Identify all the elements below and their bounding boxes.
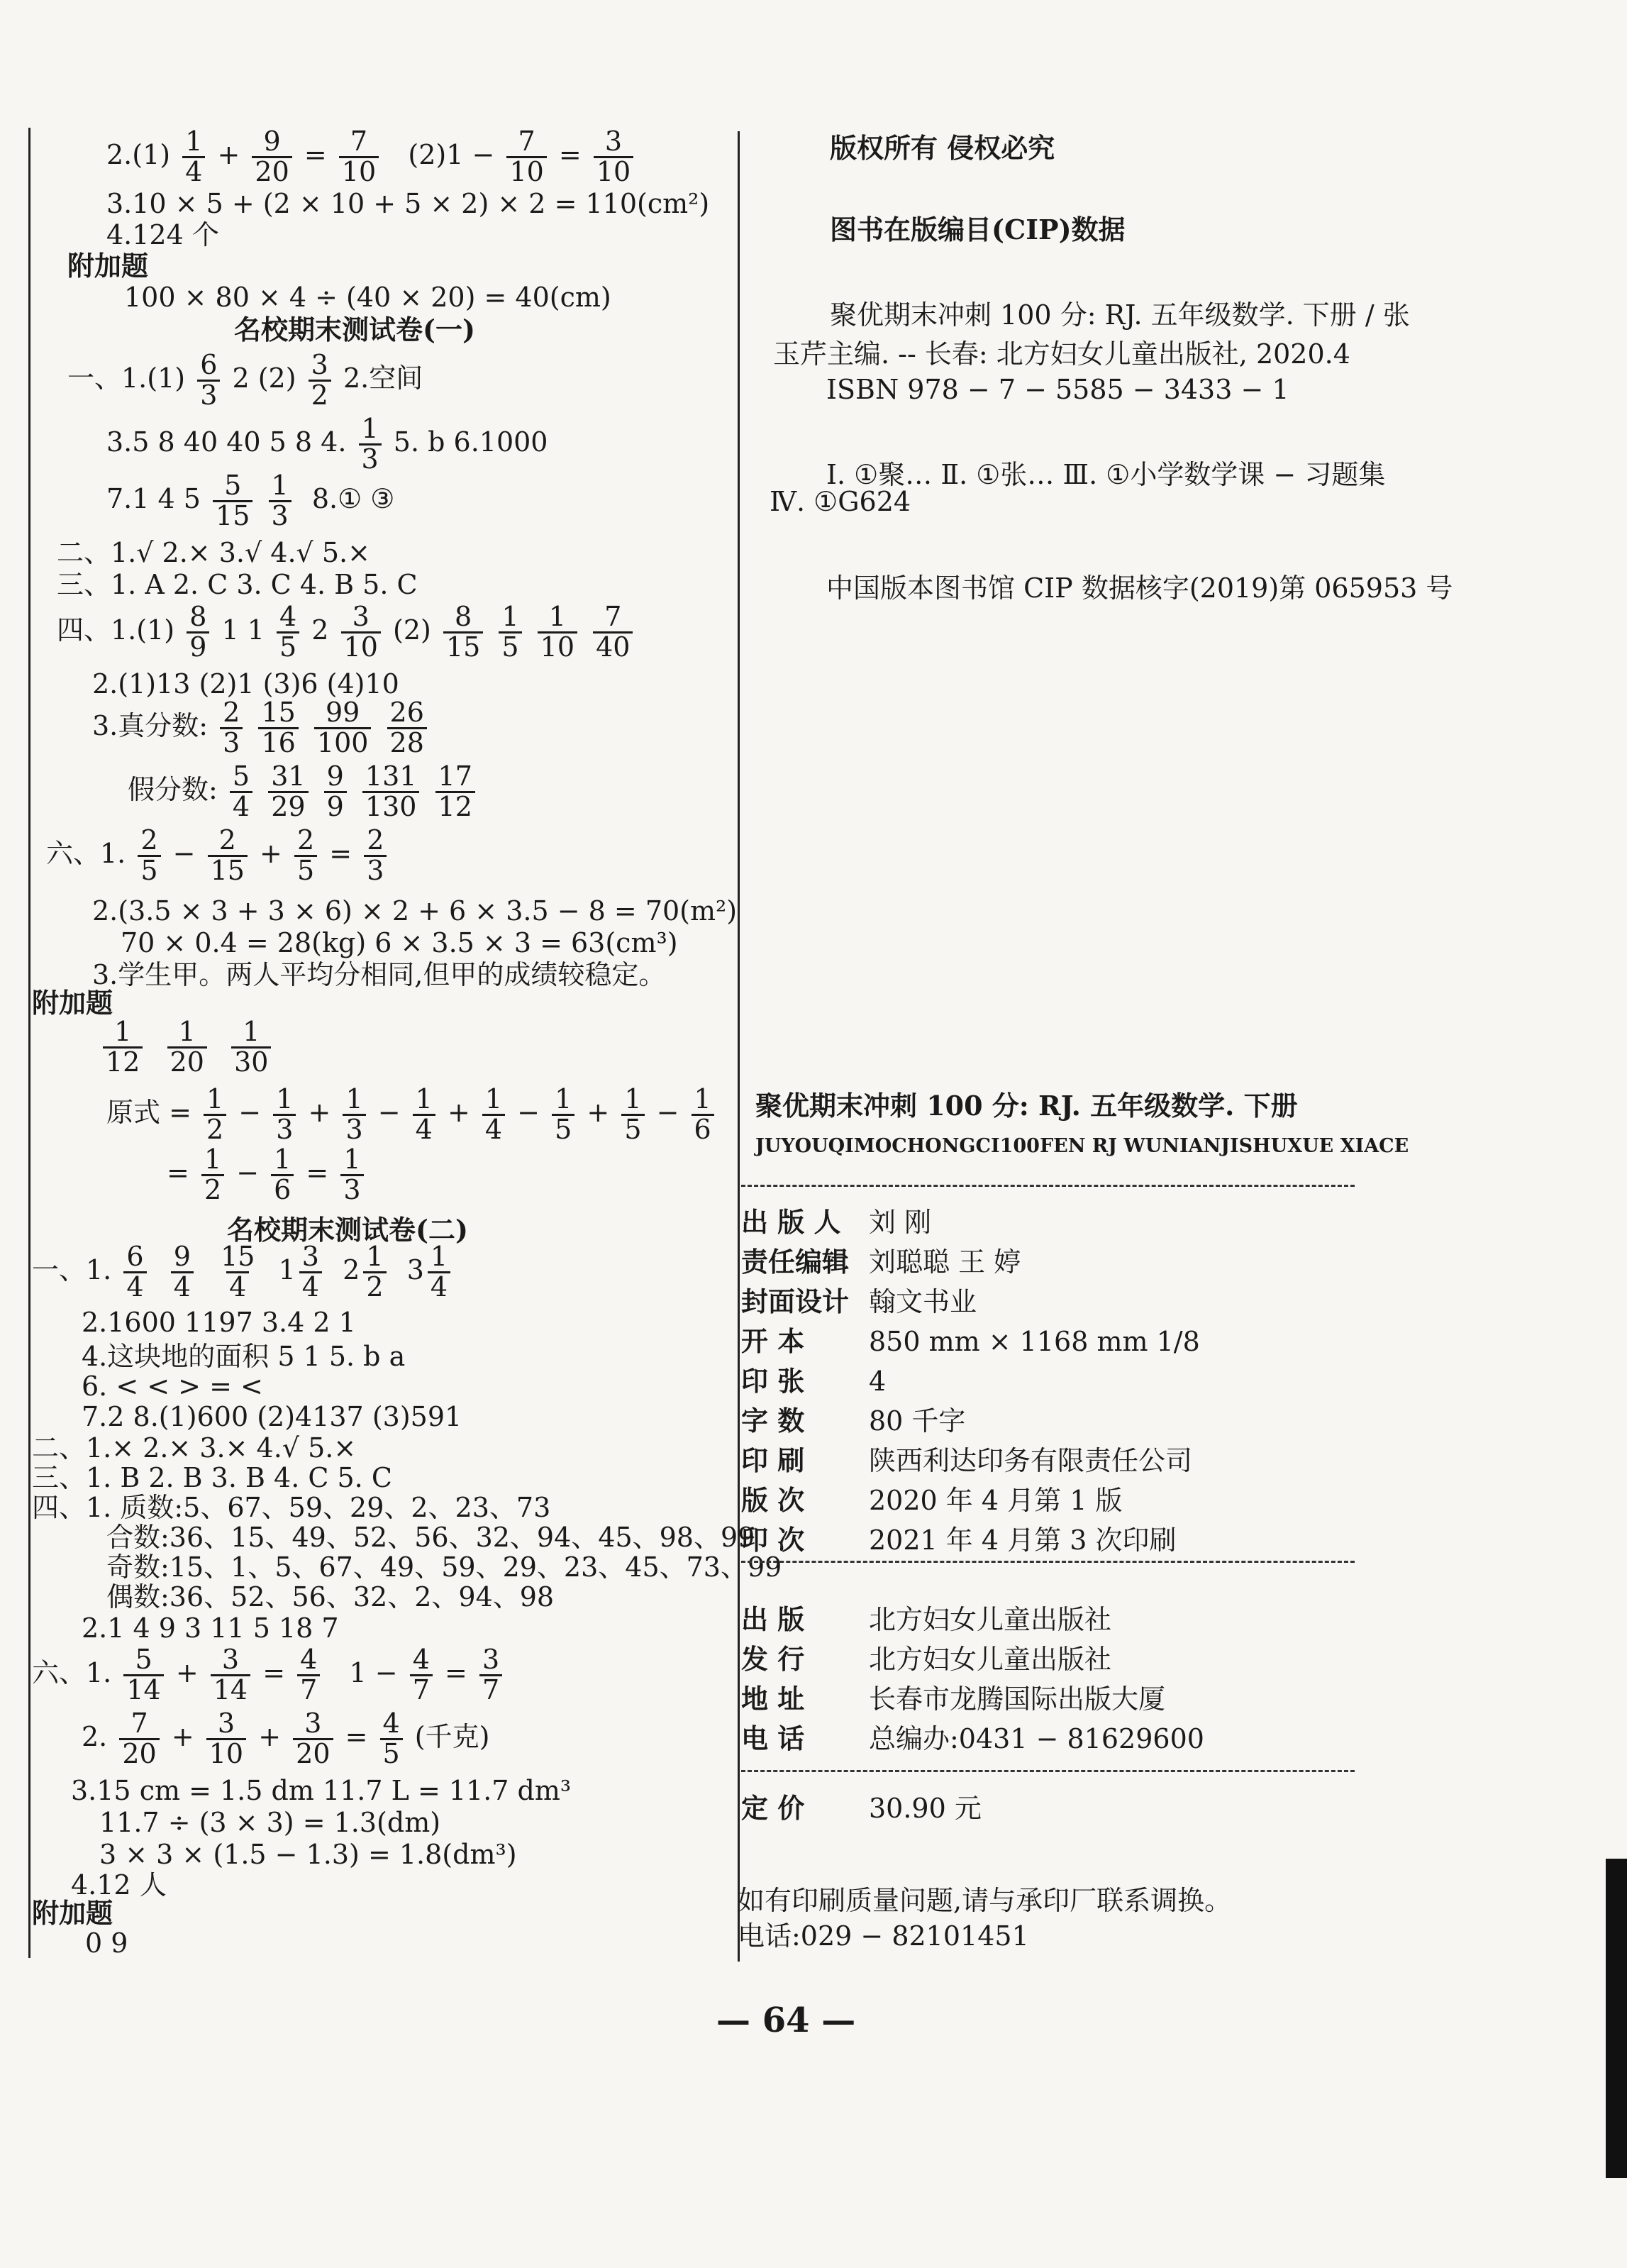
answer-line: $\frac{1}{12}$ $\frac{1}{20}$ $\frac{1}{30}$ xyxy=(99,1018,274,1077)
answer-line: 奇数:15、1、5、67、49、59、29、23、45、73、99 xyxy=(106,1551,782,1583)
info-label: 发 行 xyxy=(741,1643,805,1675)
answer-line: 3.5 8 40 40 5 8 4. $\frac{1}{3}$ 5. b 6.1000 xyxy=(106,413,548,475)
info-value: 翰文书业 xyxy=(869,1286,977,1317)
info-row xyxy=(741,1679,1204,1719)
answer-line: 2.(1) $\frac{1}{4}$ + $\frac{9}{20}$ = $\frac{7}{10}$ (2)1 − $\frac{7}{10}$ = $\frac{3}{10}$ xyxy=(106,128,637,187)
dashed-divider xyxy=(741,1770,1355,1772)
cip-line: 聚优期末冲刺 100 分: RJ. 五年级数学. 下册 / 张 xyxy=(830,299,1410,331)
left-margin-line xyxy=(28,128,30,1958)
info-row xyxy=(741,1441,1200,1481)
page-edge-shadow xyxy=(1606,1859,1627,2178)
answer-line: 3.10 × 5 + (2 × 10 + 5 × 2) × 2 = 110(cm²) xyxy=(106,188,710,219)
info-label: 出 版 xyxy=(741,1603,805,1635)
exam-title: 名校期末测试卷(二) xyxy=(227,1214,468,1246)
exam-title: 名校期末测试卷(一) xyxy=(234,314,475,345)
answer-line: 2.(1)13 (2)1 (3)6 (4)10 xyxy=(92,668,399,699)
answer-line: 六、1. $\frac{2}{5}$ − $\frac{2}{15}$ + $\frac{2}{5}$ = $\frac{2}{3}$ xyxy=(46,826,390,885)
info-value: 4 xyxy=(869,1366,887,1397)
info-value: 刘聪聪 王 婷 xyxy=(869,1246,1021,1278)
answer-line: 4.124 个 xyxy=(106,219,219,250)
price-label: 定 价 xyxy=(741,1792,805,1824)
quality-phone: 电话:029 − 82101451 xyxy=(738,1920,1029,1952)
answer-line: 70 × 0.4 = 28(kg) 6 × 3.5 × 3 = 63(cm³) xyxy=(121,927,678,958)
info-label: 地 址 xyxy=(741,1683,805,1715)
answer-line: = $\frac{1}{2}$ − $\frac{1}{6}$ = $\frac{1}{3}$ xyxy=(167,1146,367,1205)
pub-info-table xyxy=(741,1202,1200,1560)
book-title: 聚优期末冲刺 100 分: RJ. 五年级数学. 下册 xyxy=(755,1090,1298,1122)
info-label: 出 版 人 xyxy=(741,1206,841,1238)
info-label: 开 本 xyxy=(741,1325,805,1357)
column-divider xyxy=(738,131,740,1962)
info-row xyxy=(741,1481,1200,1520)
info-row xyxy=(741,1639,1204,1679)
price-row xyxy=(741,1792,982,1824)
info-label: 责任编辑 xyxy=(741,1246,850,1278)
answer-line: 四、1. 质数:5、67、59、29、2、23、73 xyxy=(32,1492,551,1523)
answer-line: 一、1.(1) $\frac{6}{3}$ 2 (2) $\frac{3}{2}$ 2.空间 xyxy=(67,349,423,411)
price-value: 30.90 元 xyxy=(869,1793,982,1824)
info-label: 印 刷 xyxy=(741,1444,805,1476)
answer-line: 100 × 80 × 4 ÷ (40 × 20) = 40(cm) xyxy=(124,282,611,313)
info-value: 北方妇女儿童出版社 xyxy=(869,1644,1112,1675)
info-row xyxy=(741,1361,1200,1401)
answer-line: 3.学生甲。两人平均分相同,但甲的成绩较稳定。 xyxy=(92,959,666,990)
answer-line: 2.1600 1197 3.4 2 1 xyxy=(82,1307,356,1338)
cip-line: 中国版本图书馆 CIP 数据核字(2019)第 065953 号 xyxy=(826,572,1453,604)
info-label: 印 张 xyxy=(741,1365,805,1397)
info-label: 电 话 xyxy=(741,1722,805,1754)
dashed-divider xyxy=(741,1561,1355,1563)
answer-line: 三、1. B 2. B 3. B 4. C 5. C xyxy=(32,1462,392,1493)
info-value: 长春市龙腾国际出版大厦 xyxy=(869,1683,1166,1715)
info-value: 总编办:0431 − 81629600 xyxy=(869,1723,1204,1754)
answer-line: 原式 = $\frac{1}{2}$ − $\frac{1}{3}$ + $\frac{1}{3}$ − $\frac{1}{4}$ + $\frac{1}{4}$ − $\frac{1}{5}$ + $\frac{1}{5}$ − $\frac{1}{6}$ xyxy=(106,1085,718,1144)
info-value: 北方妇女儿童出版社 xyxy=(869,1604,1112,1635)
answer-line: 0 9 xyxy=(85,1927,128,1959)
answer-line: 2. $\frac{7}{20}$ + $\frac{3}{10}$ + $\frac{3}{20}$ = $\frac{4}{5}$ (千克) xyxy=(82,1708,490,1769)
answer-line: 6. < < > = < xyxy=(82,1371,263,1402)
answer-line: 偶数:36、52、56、32、2、94、98 xyxy=(106,1581,555,1613)
info-row xyxy=(741,1202,1200,1242)
answer-line: 六、1. $\frac{5}{14}$ + $\frac{3}{14}$ = $\frac{4}{7}$ 1 − $\frac{4}{7}$ = $\frac{3}{7}$ xyxy=(32,1646,506,1705)
cip-line: Ⅰ. ①聚… Ⅱ. ①张… Ⅲ. ①小学数学课 − 习题集 xyxy=(826,459,1386,490)
info-row xyxy=(741,1242,1200,1282)
answer-line: 2.(3.5 × 3 + 3 × 6) × 2 + 6 × 3.5 − 8 = 70(m²) xyxy=(92,895,738,926)
section-heading: 附加题 xyxy=(32,1897,113,1929)
info-label: 印 次 xyxy=(741,1524,805,1556)
answer-line: 3 × 3 × (1.5 − 1.3) = 1.8(dm³) xyxy=(99,1839,517,1870)
answer-line: 4.这块地的面积 5 1 5. b a xyxy=(82,1341,406,1372)
info-label: 封面设计 xyxy=(741,1285,850,1317)
answer-line: 合数:36、15、49、52、56、32、94、45、98、99 xyxy=(106,1522,755,1553)
answer-line: 4.12 人 xyxy=(71,1869,167,1901)
answer-line: 11.7 ÷ (3 × 3) = 1.3(dm) xyxy=(99,1807,441,1838)
info-label: 字 数 xyxy=(741,1405,805,1437)
copyright-notice: 版权所有 侵权必究 xyxy=(830,132,1055,164)
answer-line: 3.15 cm = 1.5 dm 11.7 L = 11.7 dm³ xyxy=(71,1775,572,1806)
info-row xyxy=(741,1401,1200,1441)
info-row xyxy=(741,1520,1200,1560)
info-row xyxy=(741,1322,1200,1361)
page-number: — 64 — xyxy=(716,2001,856,2040)
answer-line: 四、1.(1) $\frac{8}{9}$ 1 1 $\frac{4}{5}$ 2 $\frac{3}{10}$ (2) $\frac{8}{15}$ $\frac{1}{5}$ $\frac{1}{10}$ $\frac{7}{40}$ xyxy=(57,603,636,662)
cip-line: 玉芹主编. -- 长春: 北方妇女儿童出版社, 2020.4 xyxy=(773,338,1350,370)
info-value: 刘 刚 xyxy=(869,1207,932,1238)
info-value: 850 mm × 1168 mm 1/8 xyxy=(869,1326,1200,1357)
info-row xyxy=(741,1282,1200,1322)
answer-line: 三、1. A 2. C 3. C 4. B 5. C xyxy=(57,569,418,600)
cip-line: ISBN 978 − 7 − 5585 − 3433 − 1 xyxy=(826,374,1289,405)
info-row xyxy=(741,1600,1204,1639)
cip-line: Ⅳ. ①G624 xyxy=(770,486,911,517)
answer-line: 二、1.× 2.× 3.× 4.√ 5.× xyxy=(32,1432,357,1464)
info-value: 80 千字 xyxy=(869,1405,966,1437)
answer-line: 2.1 4 9 3 11 5 18 7 xyxy=(82,1613,339,1644)
answer-line: 3.真分数: $\frac{2}{3}$ $\frac{15}{16}$ $\frac{99}{100}$ $\frac{26}{28}$ xyxy=(92,699,431,758)
info-value: 2021 年 4 月第 3 次印刷 xyxy=(869,1525,1177,1556)
answer-line: 假分数: $\frac{5}{4}$ $\frac{31}{29}$ $\frac{9}{9}$ $\frac{131}{130}$ $\frac{17}{12}$ xyxy=(128,763,479,822)
info-label: 版 次 xyxy=(741,1484,805,1516)
section-heading: 附加题 xyxy=(67,250,149,282)
info-value: 陕西利达印务有限责任公司 xyxy=(869,1445,1193,1476)
info-row xyxy=(741,1719,1204,1759)
publisher-table xyxy=(741,1600,1204,1759)
quality-note: 如有印刷质量问题,请与承印厂联系调换。 xyxy=(738,1885,1232,1916)
answer-line: 7.1 4 5 $\frac{5}{15}$ $\frac{1}{3}$ 8.① ③ xyxy=(106,470,395,531)
answer-line: 7.2 8.(1)600 (2)4137 (3)591 xyxy=(82,1401,462,1432)
answer-line: 二、1.√ 2.× 3.√ 4.√ 5.× xyxy=(57,537,370,568)
book-pinyin: JUYOUQIMOCHONGCI100FEN RJ WUNIANJISHUXUE XIACE xyxy=(755,1135,1409,1157)
answer-line: 一、1. $\frac{6}{4}$ $\frac{9}{4}$ $\frac{15}{4}$ 1 $\frac{3}{4}$ 2 $\frac{1}{2}$ 3 $\frac{1}{4}$ xyxy=(32,1243,454,1302)
section-heading: 附加题 xyxy=(32,987,113,1019)
cip-title: 图书在版编目(CIP)数据 xyxy=(830,214,1126,245)
info-value: 2020 年 4 月第 1 版 xyxy=(869,1485,1123,1516)
dashed-divider xyxy=(741,1185,1355,1187)
